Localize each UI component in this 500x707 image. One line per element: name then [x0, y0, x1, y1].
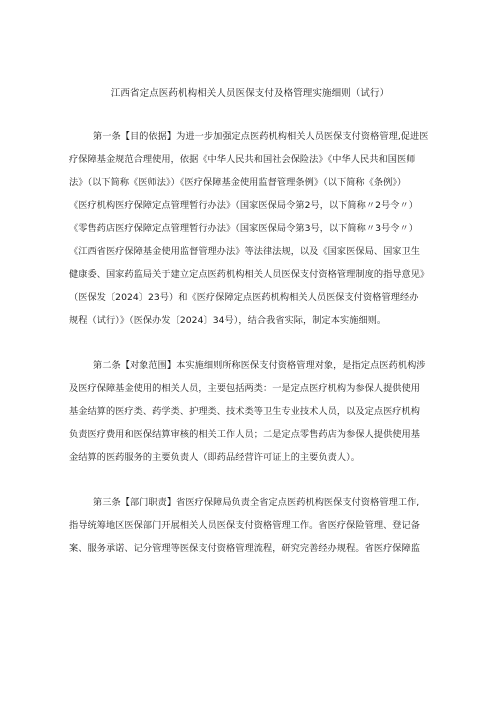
article-1-line-8: （医保发〔2024〕23号）和《医疗保障定点医药机构相关人员医保支付资格管理经办 [69, 292, 419, 303]
article-1-line-4: 《医疗机构医疗保障定点管理暂行办法》（国家医保局令第2号，以下简称〃2号令〃） [69, 200, 418, 211]
article-1-line-3: 法》（以下简称《医师法》）《医疗保障基金使用监督管理条例》（以下简称《条例》） [69, 177, 407, 188]
article-2-line-1: 第二条【对象范围】本实施细则所称医保支付资格管理对象，是指定点医药机构涉 [93, 360, 426, 371]
article-2-line-2: 及医疗保障基金使用的相关人员，主要包括两类：一是定点医疗机构为参保人提供使用 [69, 383, 421, 394]
article-2-line-3: 基金结算的医疗类、药学类、护理类、技术类等卫生专业技术人员，以及定点医疗机构 [69, 406, 421, 417]
article-2-line-5: 金结算的医药服务的主要负责人（即药品经营许可证上的主要负责人）。 [69, 452, 360, 463]
article-3-line-1: 第三条【部门职责】省医疗保障局负责全省定点医药机构医保支付资格管理工作, [93, 497, 420, 508]
article-1-line-7: 健康委、国家药监局关于建立定点医药机构相关人员医保支付资格管理制度的指导意见》 [69, 269, 430, 280]
article-3-line-3: 案、服务承诺、记分管理等医保支付资格管理流程，研究完善经办规程。省医疗保障监 [69, 543, 421, 554]
article-1-line-6: 《江西省医疗保障基金使用监督管理办法》等法律法规，以及《国家医保局、国家卫生 [69, 246, 421, 257]
article-1-line-5: 《零售药店医疗保障定点管理暂行办法》（国家医保局令第3号，以下简称〃3号令〃） [69, 223, 418, 234]
article-1-line-9: 规程（试行）》（医保办发〔2024〕34号），结合我省实际，制定本实施细则。 [69, 315, 387, 326]
article-2-line-4: 负责医疗费用和医保结算审核的相关工作人员；二是定点零售药店为参保人提供使用基 [69, 429, 421, 440]
article-1-line-2: 疗保障基金规范合理使用，依据《中华人民共和国社会保险法》《中华人民共和国医师 [69, 154, 416, 165]
article-1-line-1: 第一条【目的依据】为进一步加强定点医药机构相关人员医保支付资格管理,促进医 [93, 131, 429, 142]
document-title: 江西省定点医药机构相关人员医保支付及格管理实施细则（试行） [110, 88, 390, 99]
article-3-line-2: 指导统筹地区医保部门开展相关人员医保支付资格管理工作。省医疗保险管理、登记备 [69, 520, 421, 531]
